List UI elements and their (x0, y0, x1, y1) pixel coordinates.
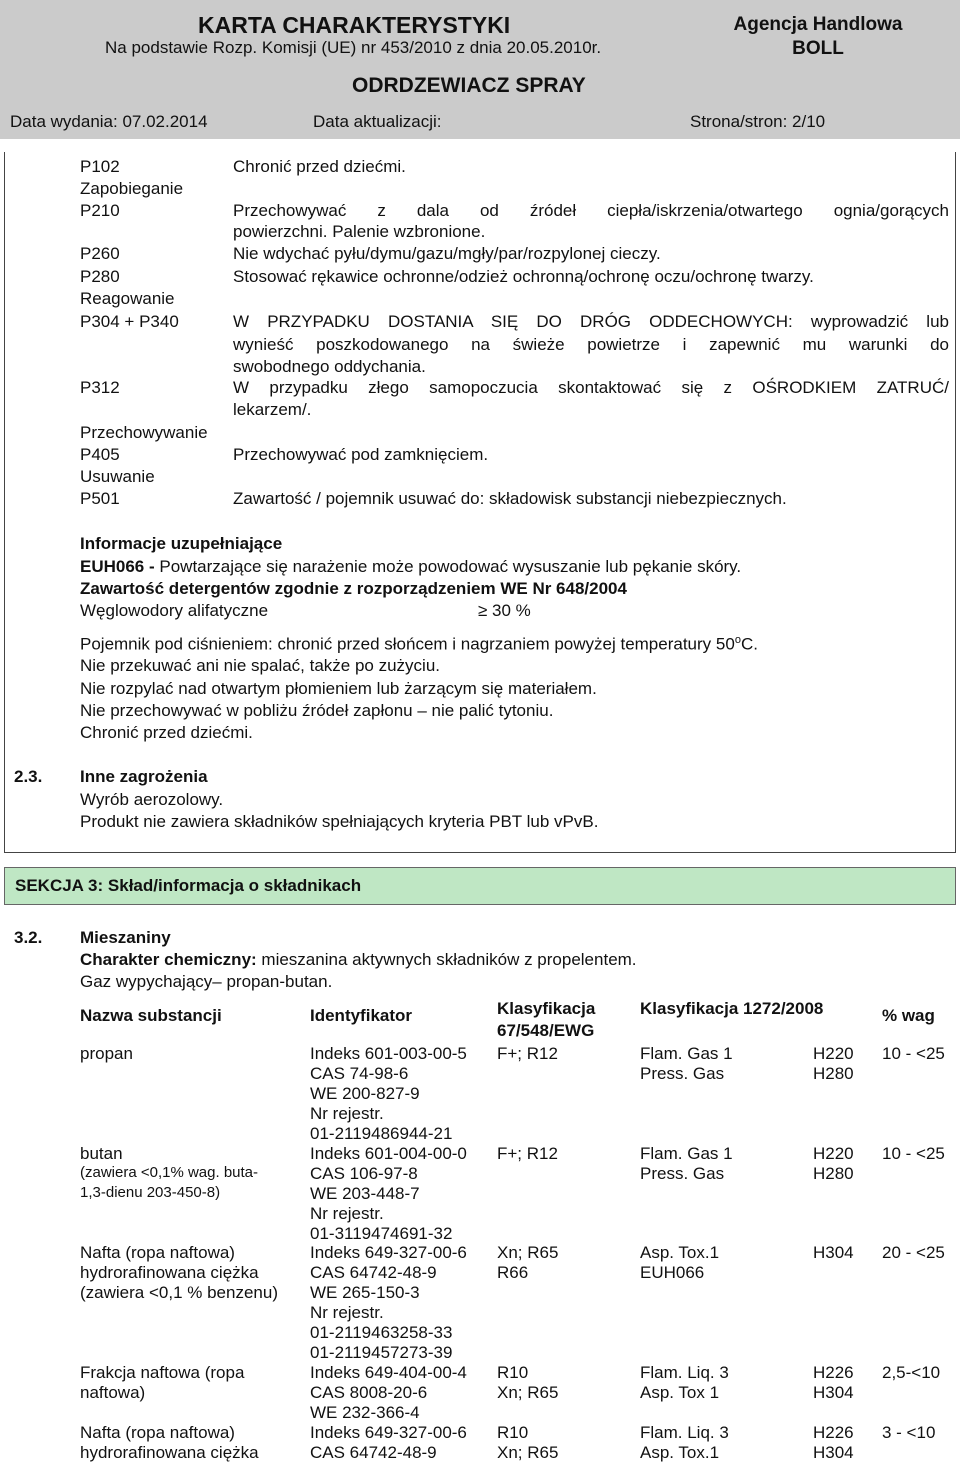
hydrocarbons-value: ≥ 30 % (478, 601, 531, 620)
substance-identifier: 01-3119474691-32 (310, 1224, 453, 1243)
classification-1272: EUH066 (640, 1263, 705, 1282)
hazard-statement-code: H220 (813, 1144, 854, 1163)
safety-note: Nie przekuwać ani nie spalać, także po zużyciu. (80, 656, 441, 675)
substance-name: hydrorafinowana ciężka (80, 1443, 259, 1462)
document-header (0, 0, 960, 139)
safety-note: Nie przechowywać w pobliżu źródeł zapłonu – nie palić tytoniu. (80, 701, 554, 720)
substance-identifier: Indeks 649-327-00-6 (310, 1243, 467, 1262)
substance-identifier: Nr rejestr. (310, 1303, 384, 1322)
substance-identifier: CAS 106-97-8 (310, 1164, 418, 1183)
statement-text: Nie wdychać pyłu/dymu/gazu/mgły/par/rozpylonej cieczy. (233, 244, 661, 263)
hazard-statement-code: H280 (813, 1064, 854, 1083)
statement-text: lekarzem/. (233, 400, 312, 419)
euh-code: EUH066 - (80, 557, 160, 576)
classification-67-548: R66 (497, 1263, 529, 1282)
chemical-character (80, 950, 637, 970)
substance-name: propan (80, 1044, 133, 1063)
regulation-line: Na podstawie Rozp. Komisji (UE) nr 453/2010 z dnia 20.05.2010r. (105, 38, 602, 57)
supplementary-heading: Informacje uzupełniające (80, 534, 283, 553)
classification-67-548: F+; R12 (497, 1044, 558, 1063)
statement-code: P501 (80, 489, 120, 508)
hazard-statement-code: H304 (813, 1243, 854, 1262)
classification-67-548: F+; R12 (497, 1144, 558, 1163)
product-name: ODRDZEWIACZ SPRAY (352, 74, 586, 97)
section3-title: SEKCJA 3: Skład/informacja o składnikach (15, 876, 362, 895)
statement-code: P260 (80, 244, 120, 263)
substance-name: (zawiera <0,1 % benzenu) (80, 1283, 278, 1302)
classification-1272: Asp. Tox.1 (640, 1243, 720, 1262)
statement-text: Przechowywać z dala od źródeł ciepła/iskrzenia/otwartego ognia/gorących (233, 201, 949, 220)
statement-text: wynieść poszkodowanego na świeże powietrze i zapewnić mu warunki do (233, 335, 949, 354)
substance-identifier: WE 232-366-4 (310, 1403, 420, 1422)
subsection-number: 3.2. (14, 928, 43, 947)
detergents-heading: Zawartość detergentów zgodnie z rozporządzeniem WE Nr 648/2004 (80, 579, 627, 598)
substance-identifier: Indeks 649-327-00-6 (310, 1423, 467, 1442)
statement-text: powierzchni. Palenie wzbronione. (233, 222, 486, 241)
storage-note-text: Pojemnik pod ciśnieniem: chronić przed słońcem i nagrzaniem powyżej temperatury 50 (80, 634, 735, 654)
category-heading: Przechowywanie (80, 423, 208, 442)
substance-identifier: Nr rejestr. (310, 1104, 384, 1123)
statement-text: Chronić przed dziećmi. (233, 157, 406, 176)
substance-identifier: WE 200-827-9 (310, 1084, 420, 1103)
storage-note-unit: C. (740, 634, 758, 654)
hazard-statement-code: H304 (813, 1443, 854, 1462)
subsection-title: Mieszaniny (80, 928, 171, 947)
hazard-statement-code: H304 (813, 1383, 854, 1402)
substance-name: (zawiera <0,1% wag. buta- (80, 1164, 259, 1181)
propellant-line: Gaz wypychający– propan-butan. (80, 972, 333, 991)
statement-code: P210 (80, 201, 120, 220)
statement-text: Przechowywać pod zamknięciem. (233, 445, 489, 464)
statement-code: P280 (80, 267, 120, 286)
column-header-weight: % wag (882, 1006, 935, 1025)
substance-name: Nafta (ropa naftowa) (80, 1243, 235, 1262)
classification-1272: Flam. Liq. 3 (640, 1363, 729, 1382)
column-header-name: Nazwa substancji (80, 1006, 222, 1025)
substance-name: 1,3-dienu 203-450-8) (80, 1184, 221, 1201)
category-heading: Reagowanie (80, 289, 175, 308)
substance-identifier: Indeks 601-004-00-0 (310, 1144, 467, 1163)
classification-67-548: Xn; R65 (497, 1383, 559, 1402)
classification-1272: Press. Gas (640, 1164, 725, 1183)
chemical-character-text: mieszanina aktywnych składników z propelentem. (256, 950, 637, 969)
section-title: Inne zagrożenia (80, 767, 208, 786)
hazard-line: Produkt nie zawiera składników spełniających kryteria PBT lub vPvB. (80, 812, 599, 831)
classification-67-548: Xn; R65 (497, 1443, 559, 1462)
frame-bottom (4, 852, 956, 853)
statement-code: P405 (80, 445, 120, 464)
weight-percent: 2,5-<10 (882, 1363, 941, 1382)
hazard-statement-code: H220 (813, 1044, 854, 1063)
substance-name: naftowa) (80, 1383, 146, 1402)
column-header-identifier: Identyfikator (310, 1006, 413, 1025)
substance-name: Nafta (ropa naftowa) (80, 1423, 235, 1442)
chemical-character-label: Charakter chemiczny: (80, 950, 257, 969)
substance-identifier: Indeks 649-404-00-4 (310, 1363, 467, 1382)
statement-text: Stosować rękawice ochronne/odzież ochronną/ochronę oczu/ochronę twarzy. (233, 267, 814, 286)
statement-text: W PRZYPADKU DOSTANIA SIĘ DO DRÓG ODDECHOWYCH: wyprowadzić lub (233, 312, 949, 331)
substance-name: hydrorafinowana ciężka (80, 1263, 259, 1282)
column-header-class67-directive: 67/548/EWG (497, 1021, 595, 1040)
classification-1272: Press. Gas (640, 1064, 725, 1083)
column-header-class1272: Klasyfikacja 1272/2008 (640, 999, 824, 1018)
statement-text: Zawartość / pojemnik usuwać do: składowisk substancji niebezpiecznych. (233, 489, 787, 508)
agency-brand: BOLL (792, 38, 844, 59)
weight-percent: 20 - <25 (882, 1243, 945, 1262)
classification-1272: Asp. Tox.1 (640, 1443, 720, 1462)
substance-name: butan (80, 1144, 123, 1163)
classification-1272: Flam. Liq. 3 (640, 1423, 729, 1442)
classification-67-548: R10 (497, 1423, 529, 1442)
category-heading: Usuwanie (80, 467, 155, 486)
column-header-class67: Klasyfikacja (497, 999, 596, 1018)
substance-identifier: Nr rejestr. (310, 1204, 384, 1223)
statement-code: P304 + P340 (80, 312, 179, 331)
substance-identifier: WE 203-448-7 (310, 1184, 420, 1203)
classification-67-548: Xn; R65 (497, 1243, 559, 1262)
substance-identifier: CAS 8008-20-6 (310, 1383, 428, 1402)
euh-statement (80, 557, 741, 577)
classification-67-548: R10 (497, 1363, 529, 1382)
section-number: 2.3. (14, 767, 43, 786)
hazard-line: Wyrób aerozolowy. (80, 790, 224, 809)
substance-identifier: CAS 64742-48-9 (310, 1263, 437, 1282)
safety-note: Nie rozpylać nad otwartym płomieniem lub żarzącym się materiałem. (80, 679, 597, 698)
substance-identifier: 01-2119457273-39 (310, 1343, 453, 1362)
safety-note: Chronić przed dziećmi. (80, 723, 253, 742)
classification-1272: Flam. Gas 1 (640, 1144, 733, 1163)
substance-identifier: 01-2119486944-21 (310, 1124, 453, 1143)
substance-identifier: CAS 74-98-6 (310, 1064, 409, 1083)
document-title: KARTA CHARAKTERYSTYKI (198, 12, 511, 38)
hazard-statement-code: H280 (813, 1164, 854, 1183)
substance-identifier: WE 265-150-3 (310, 1283, 420, 1302)
euh-text: Powtarzające się narażenie może powodować wysuszanie lub pękanie skóry. (159, 557, 742, 576)
agency-name: Agencja Handlowa (733, 14, 903, 35)
page-number: Strona/stron: 2/10 (690, 112, 826, 131)
issue-date: Data wydania: 07.02.2014 (10, 112, 208, 131)
substance-identifier: 01-2119463258-33 (310, 1323, 453, 1342)
hazard-statement-code: H226 (813, 1423, 854, 1442)
statement-text: swobodnego oddychania. (233, 357, 426, 376)
statement-text: W przypadku złego samopoczucia skontaktować się z OŚRODKIEM ZATRUĆ/ (233, 378, 949, 397)
hydrocarbons-label: Węglowodory alifatyczne (80, 601, 269, 620)
weight-percent: 3 - <10 (882, 1423, 936, 1442)
category-heading: Zapobieganie (80, 179, 184, 198)
hazard-statement-code: H226 (813, 1363, 854, 1382)
weight-percent: 10 - <25 (882, 1144, 945, 1163)
substance-name: Frakcja naftowa (ropa (80, 1363, 245, 1382)
section3-banner (4, 867, 956, 905)
weight-percent: 10 - <25 (882, 1044, 945, 1063)
update-date: Data aktualizacji: (313, 112, 442, 131)
frame-right (955, 152, 956, 852)
classification-1272: Flam. Gas 1 (640, 1044, 733, 1063)
classification-1272: Asp. Tox 1 (640, 1383, 720, 1402)
substance-identifier: Indeks 601-003-00-5 (310, 1044, 467, 1063)
degree-superscript: o (734, 634, 741, 646)
storage-note (80, 634, 758, 655)
frame-left (4, 152, 5, 852)
statement-code: P312 (80, 378, 120, 397)
statement-code: P102 (80, 157, 120, 176)
substance-identifier: CAS 64742-48-9 (310, 1443, 437, 1462)
